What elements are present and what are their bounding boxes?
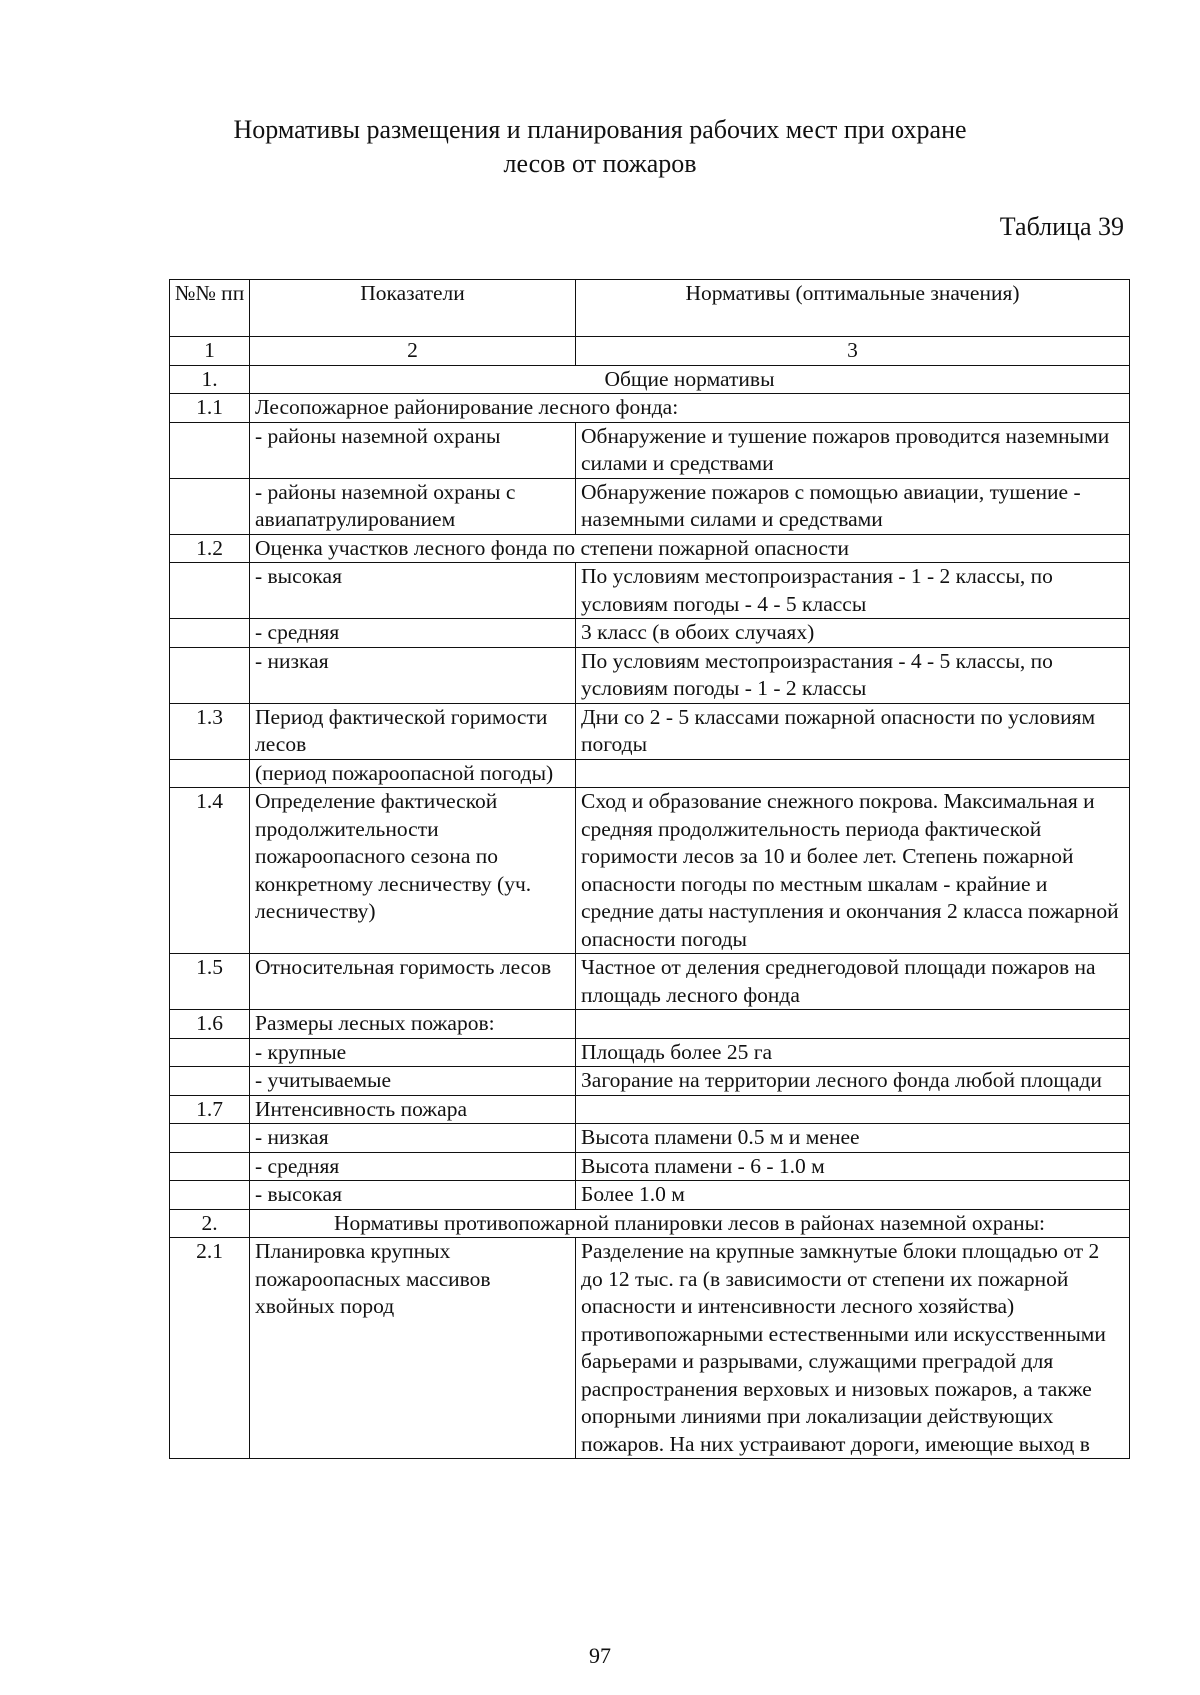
row-number xyxy=(170,478,250,534)
table-row xyxy=(170,1238,1130,1459)
row-number xyxy=(170,1124,250,1153)
table-row xyxy=(170,619,1130,648)
document-title xyxy=(0,113,1200,181)
norm-cell xyxy=(576,1010,1130,1039)
norm-cell: Частное от деления среднегодовой площади пожаров на площадь лесного фонда xyxy=(576,954,1130,1010)
table-row xyxy=(170,647,1130,703)
header-norm: Нормативы (оптимальные значения) xyxy=(576,280,1130,337)
row-number xyxy=(170,619,250,648)
norm-cell: Разделение на крупные замкнутые блоки площадью от 2 до 12 тыс. га (в зависимости от степени их пожарной опасности и интенсивности лесного хозяйства) противопожарными естественными или искусственными барьерами и разрывами, служащими преградой для распространения верховых и низовых пожаров, а также опорными линиями при локализации действующих пожаров. На них устраивают дороги, имеющие выход в xyxy=(576,1238,1130,1459)
row-number xyxy=(170,563,250,619)
norm-cell: Дни со 2 - 5 классами пожарной опасности по условиям погоды xyxy=(576,703,1130,759)
table-row xyxy=(170,1124,1130,1153)
indicator-cell: - крупные xyxy=(250,1038,576,1067)
norms-table-body xyxy=(170,280,1130,1459)
indicator-cell: - средняя xyxy=(250,1152,576,1181)
indicator-cell: - средняя xyxy=(250,619,576,648)
header-num: №№ пп xyxy=(170,280,250,337)
table-row xyxy=(170,394,1130,423)
indicator-cell: - высокая xyxy=(250,563,576,619)
table-row xyxy=(170,563,1130,619)
norm-cell: По условиям местопроизрастания - 4 - 5 классы, по условиям погоды - 1 - 2 классы xyxy=(576,647,1130,703)
column-index-row xyxy=(170,337,1130,366)
table-row xyxy=(170,1038,1130,1067)
norm-cell: Обнаружение пожаров с помощью авиации, тушение - наземными силами и средствами xyxy=(576,478,1130,534)
row-number xyxy=(170,1152,250,1181)
column-index: 3 xyxy=(576,337,1130,366)
row-number: 1.2 xyxy=(170,534,250,563)
row-number: 2. xyxy=(170,1209,250,1238)
group-heading: Лесопожарное районирование лесного фонда: xyxy=(250,394,1130,423)
norm-cell: Высота пламени - 6 - 1.0 м xyxy=(576,1152,1130,1181)
row-number xyxy=(170,647,250,703)
norm-cell: По условиям местопроизрастания - 1 - 2 классы, по условиям погоды - 4 - 5 классы xyxy=(576,563,1130,619)
indicator-cell: - низкая xyxy=(250,1124,576,1153)
row-number: 1.5 xyxy=(170,954,250,1010)
row-number: 1.4 xyxy=(170,788,250,954)
table-row xyxy=(170,365,1130,394)
row-number: 1.6 xyxy=(170,1010,250,1039)
norm-cell xyxy=(576,1095,1130,1124)
row-number: 1.1 xyxy=(170,394,250,423)
section-heading: Нормативы противопожарной планировки лесов в районах наземной охраны: xyxy=(250,1209,1130,1238)
column-index: 1 xyxy=(170,337,250,366)
table-row xyxy=(170,1095,1130,1124)
row-number xyxy=(170,759,250,788)
row-number xyxy=(170,422,250,478)
norm-cell: 3 класс (в обоих случаях) xyxy=(576,619,1130,648)
norm-cell: Сход и образование снежного покрова. Максимальная и средняя продолжительность периода фактической горимости лесов за 10 и более лет. Степень пожарной опасности погоды по местным шкалам - крайние и средние даты наступления и окончания 2 класса пожарной опасности погоды xyxy=(576,788,1130,954)
row-number: 1. xyxy=(170,365,250,394)
table-row xyxy=(170,478,1130,534)
table-row xyxy=(170,1067,1130,1096)
table-row xyxy=(170,703,1130,759)
section-heading: Общие нормативы xyxy=(250,365,1130,394)
column-index: 2 xyxy=(250,337,576,366)
indicator-cell: (период пожароопасной погоды) xyxy=(250,759,576,788)
indicator-cell: - районы наземной охраны xyxy=(250,422,576,478)
header-indicator: Показатели xyxy=(250,280,576,337)
row-number xyxy=(170,1038,250,1067)
indicator-cell: - низкая xyxy=(250,647,576,703)
table-row xyxy=(170,1181,1130,1210)
row-number xyxy=(170,1181,250,1210)
norm-cell xyxy=(576,759,1130,788)
indicator-cell: Планировка крупных пожароопасных массивов хвойных пород xyxy=(250,1238,576,1459)
norm-cell: Высота пламени 0.5 м и менее xyxy=(576,1124,1130,1153)
table-number-label: Таблица 39 xyxy=(999,212,1124,241)
indicator-cell: - районы наземной охраны с авиапатрулированием xyxy=(250,478,576,534)
table-row xyxy=(170,759,1130,788)
table-row xyxy=(170,534,1130,563)
indicator-cell: - высокая xyxy=(250,1181,576,1210)
table-row xyxy=(170,422,1130,478)
group-heading: Оценка участков лесного фонда по степени пожарной опасности xyxy=(250,534,1130,563)
table-row xyxy=(170,954,1130,1010)
norms-table xyxy=(169,279,1130,1459)
title-line-2: лесов от пожаров xyxy=(503,149,697,178)
header-row xyxy=(170,280,1130,337)
indicator-cell: Размеры лесных пожаров: xyxy=(250,1010,576,1039)
row-number xyxy=(170,1067,250,1096)
title-line-1: Нормативы размещения и планирования рабочих мест при охране xyxy=(233,115,967,144)
norm-cell: Обнаружение и тушение пожаров проводится наземными силами и средствами xyxy=(576,422,1130,478)
norm-cell: Загорание на территории лесного фонда любой площади xyxy=(576,1067,1130,1096)
table-row xyxy=(170,1010,1130,1039)
table-row xyxy=(170,1152,1130,1181)
indicator-cell: Относительная горимость лесов xyxy=(250,954,576,1010)
row-number: 1.3 xyxy=(170,703,250,759)
norm-cell: Более 1.0 м xyxy=(576,1181,1130,1210)
indicator-cell: Определение фактической продолжительности пожароопасного сезона по конкретному лесничеству (уч. лесничеству) xyxy=(250,788,576,954)
row-number: 1.7 xyxy=(170,1095,250,1124)
table-row xyxy=(170,1209,1130,1238)
indicator-cell: Период фактической горимости лесов xyxy=(250,703,576,759)
indicator-cell: Интенсивность пожара xyxy=(250,1095,576,1124)
indicator-cell: - учитываемые xyxy=(250,1067,576,1096)
row-number: 2.1 xyxy=(170,1238,250,1459)
table-row xyxy=(170,788,1130,954)
page-number: 97 xyxy=(589,1643,611,1668)
norm-cell: Площадь более 25 га xyxy=(576,1038,1130,1067)
